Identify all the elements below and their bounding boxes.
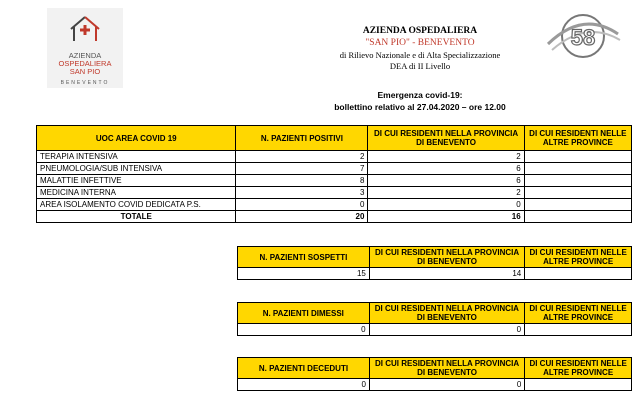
header-line-4: DEA di II Livello: [389, 61, 451, 71]
col-header-bn: DI CUI RESIDENTI NELLA PROVINCIA DI BENEVENTO: [368, 126, 524, 151]
positivi-value: 3: [236, 187, 368, 199]
dimessi-other-header: DI CUI RESIDENTI NELLE ALTRE PROVINCE: [525, 303, 632, 324]
positivi-value: 2: [236, 151, 368, 163]
table-row: [37, 163, 632, 175]
total-bn: 16: [368, 211, 524, 223]
col-header-other: DI CUI RESIDENTI NELLE ALTRE PROVINCE: [524, 126, 631, 151]
bn-value: 2: [368, 151, 524, 163]
positivi-value: 0: [236, 199, 368, 211]
bn-value: 6: [368, 175, 524, 187]
channel-number: 58: [570, 25, 596, 50]
bn-value: 6: [368, 163, 524, 175]
table-row: [238, 379, 632, 391]
total-row: [37, 211, 632, 223]
table-row: [37, 151, 632, 163]
deceduti-table: [237, 357, 632, 391]
deceduti-other-header: DI CUI RESIDENTI NELLE ALTRE PROVINCE: [525, 358, 632, 379]
dimessi-bn-value: 0: [369, 324, 525, 336]
other-value: [524, 199, 631, 211]
table-header-row: [37, 126, 632, 151]
dimessi-value: 0: [238, 324, 370, 336]
col-header-area: UOC AREA COVID 19: [37, 126, 236, 151]
dimessi-table: [237, 302, 632, 336]
deceduti-header: N. PAZIENTI DECEDUTI: [238, 358, 370, 379]
positivi-value: 8: [236, 175, 368, 187]
logo-line-1: AZIENDA: [68, 51, 102, 60]
covid-area-table: [36, 125, 632, 223]
table-row: [37, 187, 632, 199]
dimessi-other-value: [525, 324, 632, 336]
sospetti-bn-header: DI CUI RESIDENTI NELLA PROVINCIA DI BENEVENTO: [369, 247, 524, 268]
table-row: [37, 175, 632, 187]
bn-value: 2: [368, 187, 524, 199]
table-row: [238, 268, 632, 280]
emergency-title: Emergenza covid-19:: [377, 90, 463, 100]
deceduti-value: 0: [238, 379, 370, 391]
total-label: TOTALE: [37, 211, 236, 223]
table-header-row: [238, 303, 632, 324]
table-row: [37, 199, 632, 211]
deceduti-bn-value: 0: [369, 379, 524, 391]
area-label: AREA ISOLAMENTO COVID DEDICATA P.S.: [37, 199, 236, 211]
hospital-logo: [47, 8, 123, 88]
header-line-3: di Rilievo Nazionale e di Alta Specializzazione: [339, 50, 501, 60]
total-other: [524, 211, 631, 223]
sospetti-header: N. PAZIENTI SOSPETTI: [238, 247, 370, 268]
deceduti-other-value: [525, 379, 632, 391]
header-subtitle: "SAN PIO" - BENEVENTO: [365, 38, 475, 48]
dimessi-header: N. PAZIENTI DIMESSI: [238, 303, 370, 324]
sospetti-table: [237, 246, 632, 280]
other-value: [524, 151, 631, 163]
dimessi-bn-header: DI CUI RESIDENTI NELLA PROVINCIA DI BENEVENTO: [369, 303, 525, 324]
sospetti-other-header: DI CUI RESIDENTI NELLE ALTRE PROVINCE: [525, 247, 632, 268]
bn-value: 0: [368, 199, 524, 211]
area-label: PNEUMOLOGIA/SUB INTENSIVA: [37, 163, 236, 175]
positivi-value: 7: [236, 163, 368, 175]
logo-line-3: SAN PIO: [69, 67, 101, 76]
area-label: TERAPIA INTENSIVA: [37, 151, 236, 163]
other-value: [524, 175, 631, 187]
deceduti-bn-header: DI CUI RESIDENTI NELLA PROVINCIA DI BENEVENTO: [369, 358, 524, 379]
table-header-row: [238, 358, 632, 379]
other-value: [524, 163, 631, 175]
house-icon: [67, 13, 103, 43]
bulletin-date: bollettino relativo al 27.04.2020 – ore 12.00: [334, 102, 506, 112]
area-label: MALATTIE INFETTIVE: [37, 175, 236, 187]
table-row: [238, 324, 632, 336]
header-title: AZIENDA OSPEDALIERA: [362, 26, 478, 36]
sospetti-other-value: [525, 268, 632, 280]
logo-line-2: OSPEDALIERA: [58, 59, 112, 68]
table-header-row: [238, 247, 632, 268]
area-label: MEDICINA INTERNA: [37, 187, 236, 199]
col-header-positivi: N. PAZIENTI POSITIVI: [236, 126, 368, 151]
other-value: [524, 187, 631, 199]
sospetti-bn-value: 14: [369, 268, 524, 280]
channel-58-logo-icon: [542, 12, 624, 60]
total-positivi: 20: [236, 211, 368, 223]
sospetti-value: 15: [238, 268, 370, 280]
logo-line-4: BENEVENTO: [60, 80, 110, 86]
